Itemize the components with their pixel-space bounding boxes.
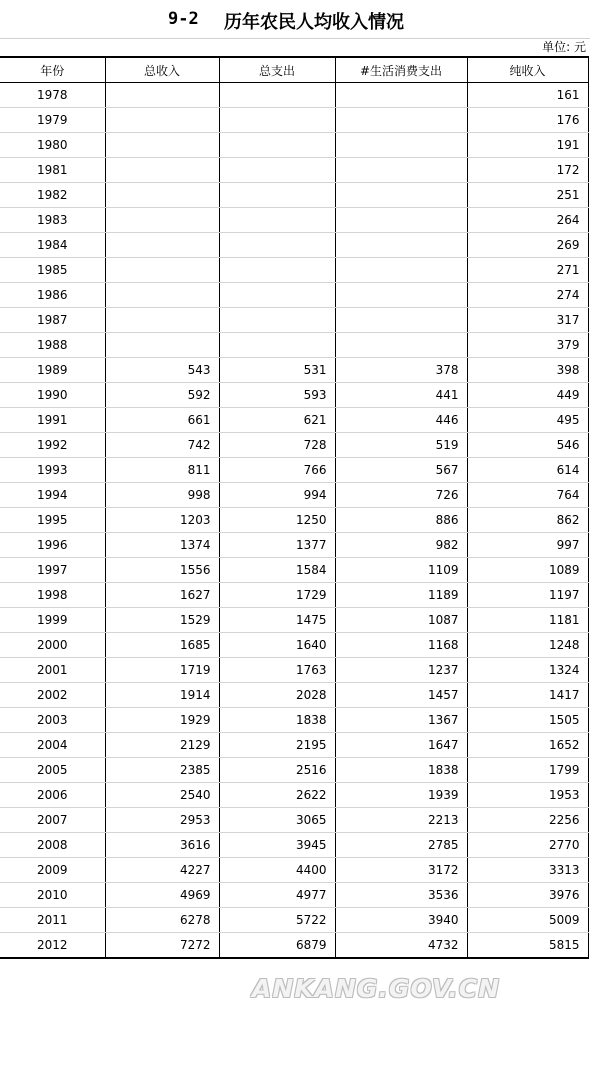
cell-year: 2007 — [0, 808, 105, 833]
table-row — [0, 183, 588, 208]
cell-total-expense: 2028 — [219, 683, 335, 708]
cell-total-income: 4969 — [105, 883, 219, 908]
cell-living-expense — [335, 133, 467, 158]
cell-living-expense: 519 — [335, 433, 467, 458]
income-table — [0, 56, 589, 959]
cell-year: 1988 — [0, 333, 105, 358]
cell-year: 1996 — [0, 533, 105, 558]
table-row — [0, 433, 588, 458]
cell-year: 2005 — [0, 758, 105, 783]
cell-net-income: 614 — [467, 458, 588, 483]
cell-living-expense: 567 — [335, 458, 467, 483]
cell-net-income: 495 — [467, 408, 588, 433]
cell-total-expense — [219, 108, 335, 133]
cell-living-expense: 1168 — [335, 633, 467, 658]
cell-net-income: 1181 — [467, 608, 588, 633]
cell-total-income: 661 — [105, 408, 219, 433]
cell-net-income: 379 — [467, 333, 588, 358]
cell-living-expense: 2213 — [335, 808, 467, 833]
cell-total-income: 592 — [105, 383, 219, 408]
cell-total-income: 742 — [105, 433, 219, 458]
cell-living-expense: 1087 — [335, 608, 467, 633]
table-row — [0, 83, 588, 108]
cell-total-income — [105, 133, 219, 158]
cell-total-expense — [219, 208, 335, 233]
table-row — [0, 608, 588, 633]
table-row — [0, 708, 588, 733]
cell-year: 1994 — [0, 483, 105, 508]
cell-net-income: 1505 — [467, 708, 588, 733]
table-row — [0, 108, 588, 133]
cell-total-expense: 2516 — [219, 758, 335, 783]
table-row — [0, 408, 588, 433]
table-row — [0, 908, 588, 933]
cell-net-income: 172 — [467, 158, 588, 183]
cell-net-income: 271 — [467, 258, 588, 283]
cell-total-expense: 2622 — [219, 783, 335, 808]
title-bar — [0, 0, 590, 39]
table-row — [0, 483, 588, 508]
cell-year: 2003 — [0, 708, 105, 733]
cell-total-expense: 728 — [219, 433, 335, 458]
cell-year: 1989 — [0, 358, 105, 383]
cell-year: 1979 — [0, 108, 105, 133]
cell-net-income: 1089 — [467, 558, 588, 583]
cell-net-income: 398 — [467, 358, 588, 383]
cell-total-expense — [219, 333, 335, 358]
cell-living-expense: 378 — [335, 358, 467, 383]
cell-year: 2008 — [0, 833, 105, 858]
cell-year: 1981 — [0, 158, 105, 183]
cell-year: 1980 — [0, 133, 105, 158]
table-row — [0, 133, 588, 158]
cell-living-expense: 3940 — [335, 908, 467, 933]
cell-year: 1999 — [0, 608, 105, 633]
table-row — [0, 158, 588, 183]
cell-total-expense: 1377 — [219, 533, 335, 558]
cell-net-income: 176 — [467, 108, 588, 133]
cell-net-income: 251 — [467, 183, 588, 208]
cell-total-expense: 5722 — [219, 908, 335, 933]
cell-year: 1987 — [0, 308, 105, 333]
cell-total-income — [105, 233, 219, 258]
cell-year: 2004 — [0, 733, 105, 758]
cell-net-income: 274 — [467, 283, 588, 308]
cell-total-income — [105, 258, 219, 283]
table-row — [0, 333, 588, 358]
cell-total-expense: 3065 — [219, 808, 335, 833]
table-row — [0, 258, 588, 283]
cell-total-income: 543 — [105, 358, 219, 383]
cell-total-income: 2540 — [105, 783, 219, 808]
table-row — [0, 458, 588, 483]
cell-living-expense: 3172 — [335, 858, 467, 883]
header-row — [0, 57, 588, 83]
cell-total-income — [105, 208, 219, 233]
cell-living-expense: 1109 — [335, 558, 467, 583]
cell-living-expense: 1237 — [335, 658, 467, 683]
table-row — [0, 583, 588, 608]
cell-total-expense: 994 — [219, 483, 335, 508]
cell-total-income: 4227 — [105, 858, 219, 883]
cell-total-expense: 1584 — [219, 558, 335, 583]
cell-total-expense — [219, 233, 335, 258]
cell-net-income: 1417 — [467, 683, 588, 708]
cell-net-income: 1324 — [467, 658, 588, 683]
cell-total-expense — [219, 258, 335, 283]
cell-year: 2011 — [0, 908, 105, 933]
cell-living-expense: 3536 — [335, 883, 467, 908]
cell-net-income: 764 — [467, 483, 588, 508]
table-row — [0, 533, 588, 558]
cell-net-income: 264 — [467, 208, 588, 233]
cell-year: 1998 — [0, 583, 105, 608]
cell-net-income: 997 — [467, 533, 588, 558]
cell-total-income: 1374 — [105, 533, 219, 558]
cell-year: 1985 — [0, 258, 105, 283]
cell-total-income: 6278 — [105, 908, 219, 933]
cell-net-income: 862 — [467, 508, 588, 533]
cell-year: 2006 — [0, 783, 105, 808]
cell-net-income: 317 — [467, 308, 588, 333]
cell-living-expense: 1838 — [335, 758, 467, 783]
header-total-income: 总收入 — [105, 57, 219, 83]
cell-living-expense: 441 — [335, 383, 467, 408]
cell-total-expense: 1475 — [219, 608, 335, 633]
cell-total-expense: 3945 — [219, 833, 335, 858]
cell-living-expense — [335, 233, 467, 258]
cell-year: 1993 — [0, 458, 105, 483]
cell-living-expense: 1457 — [335, 683, 467, 708]
table-row — [0, 758, 588, 783]
cell-year: 2001 — [0, 658, 105, 683]
cell-total-income: 998 — [105, 483, 219, 508]
cell-year: 2002 — [0, 683, 105, 708]
cell-net-income: 1652 — [467, 733, 588, 758]
cell-living-expense: 1939 — [335, 783, 467, 808]
cell-total-expense: 1250 — [219, 508, 335, 533]
cell-total-expense — [219, 308, 335, 333]
cell-total-expense: 766 — [219, 458, 335, 483]
table-row — [0, 883, 588, 908]
page-title: 历年农民人均收入情况 — [224, 12, 404, 33]
cell-total-income — [105, 308, 219, 333]
cell-total-income: 1929 — [105, 708, 219, 733]
cell-living-expense: 4732 — [335, 933, 467, 959]
cell-year: 1991 — [0, 408, 105, 433]
cell-net-income: 2256 — [467, 808, 588, 833]
cell-net-income: 161 — [467, 83, 588, 108]
cell-total-income: 1914 — [105, 683, 219, 708]
cell-year: 2000 — [0, 633, 105, 658]
cell-total-income — [105, 83, 219, 108]
cell-total-expense — [219, 158, 335, 183]
cell-total-expense — [219, 83, 335, 108]
cell-living-expense — [335, 283, 467, 308]
table-row — [0, 858, 588, 883]
table-row — [0, 233, 588, 258]
cell-living-expense — [335, 333, 467, 358]
cell-total-expense: 531 — [219, 358, 335, 383]
cell-living-expense — [335, 183, 467, 208]
unit-label: 单位: 元 — [542, 40, 586, 54]
table-row — [0, 383, 588, 408]
cell-net-income: 5009 — [467, 908, 588, 933]
cell-total-income: 1203 — [105, 508, 219, 533]
cell-net-income: 1248 — [467, 633, 588, 658]
cell-total-income: 1685 — [105, 633, 219, 658]
cell-year: 1982 — [0, 183, 105, 208]
cell-year: 2010 — [0, 883, 105, 908]
cell-net-income: 546 — [467, 433, 588, 458]
cell-living-expense — [335, 83, 467, 108]
cell-net-income: 1799 — [467, 758, 588, 783]
cell-net-income: 3313 — [467, 858, 588, 883]
cell-year: 1983 — [0, 208, 105, 233]
header-total-expense: 总支出 — [219, 57, 335, 83]
cell-total-income: 2129 — [105, 733, 219, 758]
cell-total-expense: 1729 — [219, 583, 335, 608]
cell-living-expense — [335, 258, 467, 283]
cell-total-income — [105, 283, 219, 308]
cell-year: 2012 — [0, 933, 105, 959]
cell-total-income: 2953 — [105, 808, 219, 833]
table-row — [0, 558, 588, 583]
table-row — [0, 283, 588, 308]
cell-net-income: 2770 — [467, 833, 588, 858]
table-number: 9-2 — [168, 9, 199, 29]
cell-total-expense: 6879 — [219, 933, 335, 959]
cell-total-income — [105, 158, 219, 183]
cell-year: 1997 — [0, 558, 105, 583]
cell-total-income — [105, 183, 219, 208]
cell-living-expense — [335, 308, 467, 333]
cell-net-income: 3976 — [467, 883, 588, 908]
cell-total-income — [105, 108, 219, 133]
cell-total-expense — [219, 183, 335, 208]
cell-living-expense: 1647 — [335, 733, 467, 758]
header-net-income: 纯收入 — [467, 57, 588, 83]
table-row — [0, 933, 588, 959]
table-body — [0, 83, 588, 959]
cell-net-income: 1197 — [467, 583, 588, 608]
cell-living-expense: 726 — [335, 483, 467, 508]
header-year: 年份 — [0, 57, 105, 83]
cell-net-income: 269 — [467, 233, 588, 258]
cell-total-income: 3616 — [105, 833, 219, 858]
cell-total-expense — [219, 133, 335, 158]
cell-living-expense: 1367 — [335, 708, 467, 733]
cell-total-expense: 1763 — [219, 658, 335, 683]
cell-year: 2009 — [0, 858, 105, 883]
table-row — [0, 783, 588, 808]
cell-living-expense — [335, 208, 467, 233]
table-row — [0, 733, 588, 758]
cell-total-income: 7272 — [105, 933, 219, 959]
cell-total-expense: 2195 — [219, 733, 335, 758]
header-living-expense: #生活消费支出 — [335, 57, 467, 83]
cell-year: 1990 — [0, 383, 105, 408]
cell-net-income: 191 — [467, 133, 588, 158]
table-row — [0, 808, 588, 833]
cell-total-income: 811 — [105, 458, 219, 483]
table-row — [0, 658, 588, 683]
cell-living-expense: 446 — [335, 408, 467, 433]
cell-total-expense: 621 — [219, 408, 335, 433]
table-row — [0, 358, 588, 383]
cell-living-expense: 2785 — [335, 833, 467, 858]
cell-total-expense: 4977 — [219, 883, 335, 908]
table-row — [0, 633, 588, 658]
cell-total-income: 1529 — [105, 608, 219, 633]
cell-total-expense: 1838 — [219, 708, 335, 733]
cell-total-expense — [219, 283, 335, 308]
cell-year: 1978 — [0, 83, 105, 108]
cell-living-expense: 982 — [335, 533, 467, 558]
cell-total-expense: 4400 — [219, 858, 335, 883]
cell-total-income: 2385 — [105, 758, 219, 783]
cell-living-expense: 1189 — [335, 583, 467, 608]
cell-year: 1995 — [0, 508, 105, 533]
cell-living-expense: 886 — [335, 508, 467, 533]
cell-net-income: 449 — [467, 383, 588, 408]
watermark-logo: ANKANG.GOV.CN — [252, 974, 501, 1003]
table-row — [0, 833, 588, 858]
table-row — [0, 208, 588, 233]
table-row — [0, 683, 588, 708]
cell-year: 1986 — [0, 283, 105, 308]
cell-total-expense: 1640 — [219, 633, 335, 658]
cell-total-income: 1627 — [105, 583, 219, 608]
table-row — [0, 508, 588, 533]
cell-total-expense: 593 — [219, 383, 335, 408]
cell-living-expense — [335, 108, 467, 133]
table-row — [0, 308, 588, 333]
cell-year: 1984 — [0, 233, 105, 258]
cell-total-income — [105, 333, 219, 358]
cell-year: 1992 — [0, 433, 105, 458]
cell-living-expense — [335, 158, 467, 183]
cell-net-income: 5815 — [467, 933, 588, 959]
cell-total-income: 1719 — [105, 658, 219, 683]
cell-net-income: 1953 — [467, 783, 588, 808]
cell-total-income: 1556 — [105, 558, 219, 583]
